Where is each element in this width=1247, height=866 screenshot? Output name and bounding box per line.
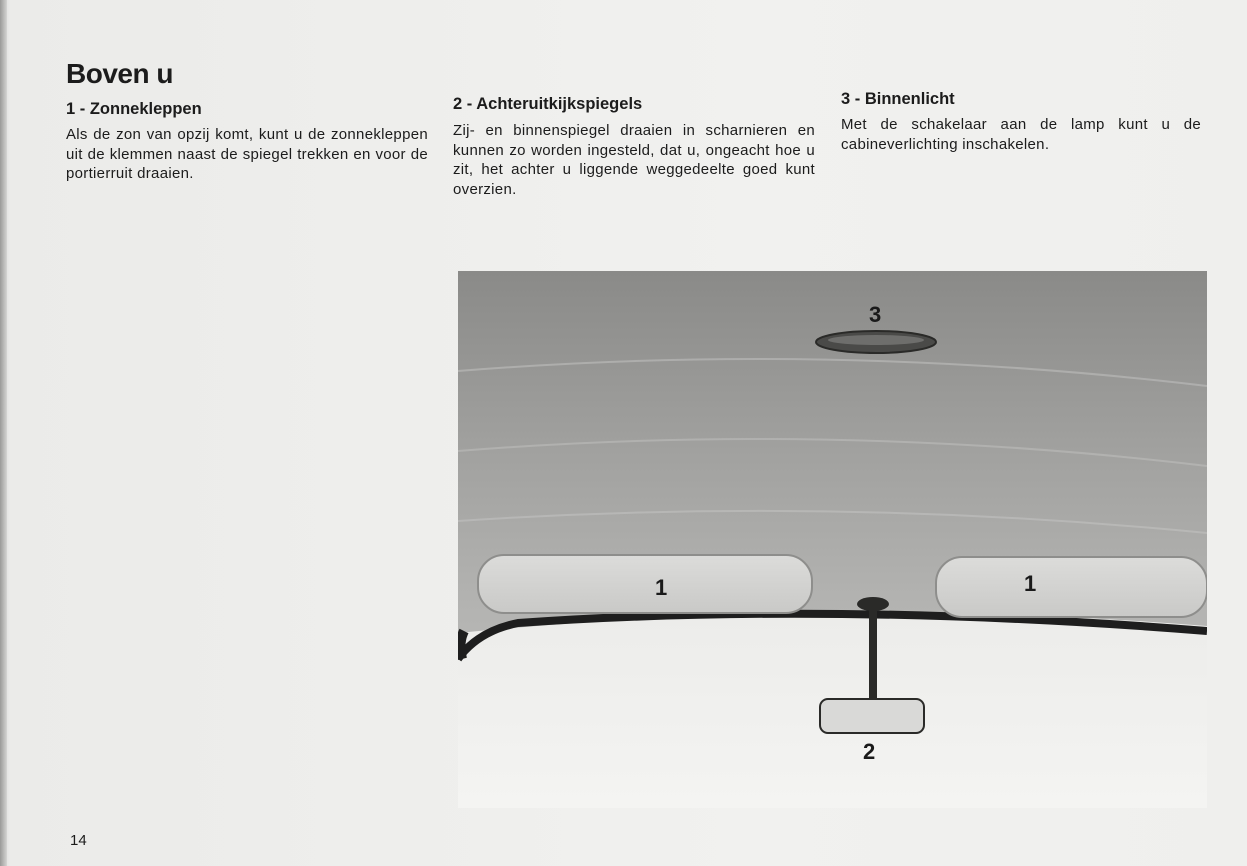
- label-visor-left: 1: [655, 575, 668, 600]
- section-body: Met de schakelaar aan de lamp kunt u de cabineverlichting inschakelen.: [841, 116, 1201, 153]
- section-heading: 1 - Zonnekleppen: [66, 100, 202, 118]
- label-mirror: 2: [863, 739, 876, 764]
- section-heading: 2 - Achteruitkijkspiegels: [453, 95, 643, 113]
- sun-visor-left: [478, 555, 812, 613]
- rearview-mirror: [820, 699, 924, 733]
- headliner-photo: [458, 271, 1207, 808]
- sun-visor-right: [936, 557, 1207, 617]
- label-lamp: 3: [869, 302, 882, 327]
- page-binding-edge: [0, 0, 7, 866]
- section-body: Zij- en binnenspiegel draaien in scharnieren en kunnen zo worden ingesteld, dat u, ongeacht hoe u zit, het achter u liggende weggedeelte goed kunt overzien.: [453, 122, 815, 198]
- page-number: 14: [70, 832, 87, 849]
- section-body: Als de zon van opzij komt, kunt u de zonnekleppen uit de klemmen naast de spiegel trekken en voor de portierruit draaien.: [66, 126, 428, 182]
- label-visor-right: 1: [1024, 571, 1037, 596]
- page-title: Boven u: [66, 58, 173, 89]
- section-heading: 3 - Binnenlicht: [841, 90, 955, 108]
